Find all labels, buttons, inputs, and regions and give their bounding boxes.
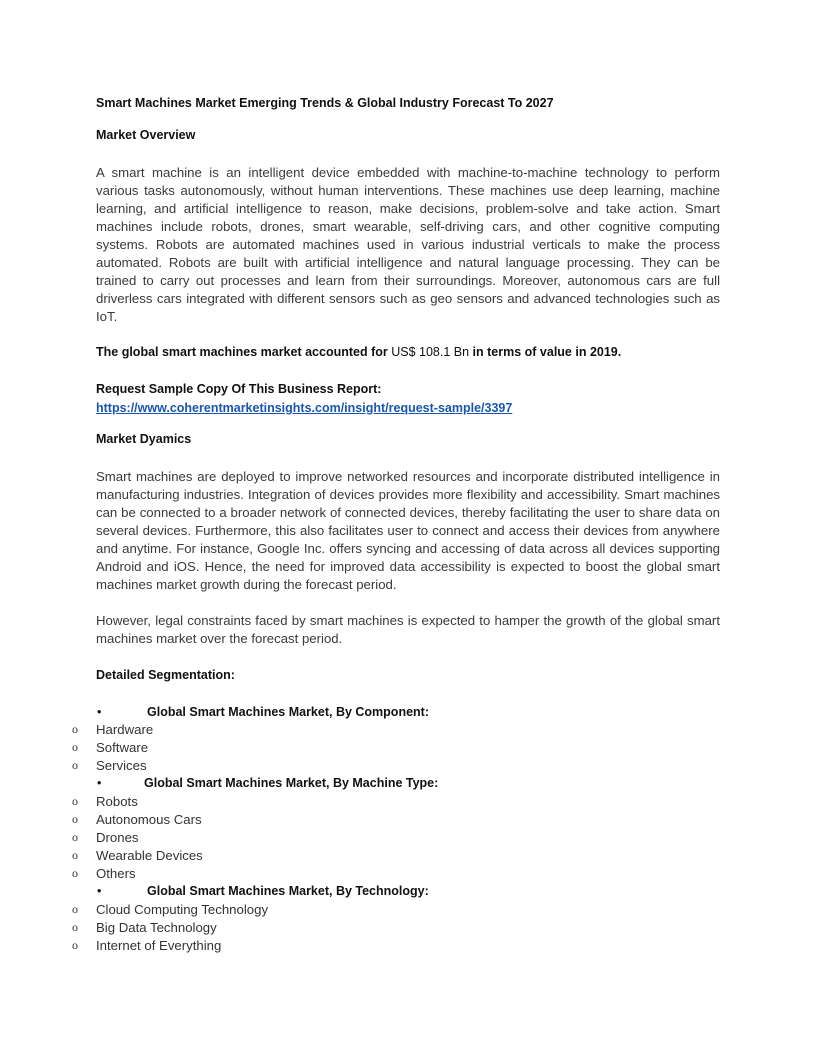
segment-title: Global Smart Machines Market, By Machine Type: [144,776,439,790]
circle-bullet-icon: o [72,848,78,862]
list-item-label: Robots [96,794,138,809]
bullet-icon: • [97,705,102,719]
circle-bullet-icon: o [72,938,78,952]
market-overview-heading: Market Overview [96,128,196,142]
bullet-icon: • [97,776,102,790]
list-item-label: Autonomous Cars [96,812,202,827]
circle-bullet-icon: o [72,722,78,736]
circle-bullet-icon: o [72,740,78,754]
stat-value: US$ 108.1 Bn [391,345,470,359]
list-item-label: Internet of Everything [96,938,222,953]
list-item-label: Drones [96,830,139,845]
segment-title: Global Smart Machines Market, By Component: [147,705,429,719]
list-item-label: Hardware [96,722,154,737]
stat-suffix: in terms of value in 2019. [469,345,622,359]
segmentation-heading: Detailed Segmentation: [96,668,235,682]
circle-bullet-icon: o [72,902,78,916]
market-dynamics-heading: Market Dyamics [96,432,192,446]
market-dynamics-paragraph-2: However, legal constraints faced by smart machines is expected to hamper the growth of the global smart machines market over the forecast period. [96,613,720,646]
request-sample-label: Request Sample Copy Of This Business Report: [96,382,382,396]
market-value-statement [96,345,621,359]
circle-bullet-icon: o [72,830,78,844]
market-dynamics-paragraph-1: Smart machines are deployed to improve networked resources and incorporate distributed intelligence in manufacturing industries. Integration of devices provides more flexibility and accessibility. Smart machines can be connected to a broader network of connected devices, thereby facilitating the user to share data on several devices. Furthermore, this also facilitates user to connect and access their devices from anywhere and anytime. For instance, Google Inc. offers syncing and accessing of data across all devices supporting Android and iOS. Hence, the need for improved data accessibility is expected to boost the global smart machines market growth during the forecast period. [96,469,720,592]
stat-prefix: The global smart machines market accounted for [96,345,392,359]
list-item-label: Others [96,866,136,881]
list-item-label: Wearable Devices [96,848,203,863]
circle-bullet-icon: o [72,866,78,880]
segment-title: Global Smart Machines Market, By Technology: [147,884,429,898]
bullet-icon: • [97,884,102,898]
circle-bullet-icon: o [72,758,78,772]
circle-bullet-icon: o [72,920,78,934]
list-item-label: Software [96,740,149,755]
request-sample-link[interactable]: https://www.coherentmarketinsights.com/insight/request-sample/3397 [96,401,513,415]
circle-bullet-icon: o [72,794,78,808]
circle-bullet-icon: o [72,812,78,826]
list-item-label: Services [96,758,147,773]
list-item-label: Cloud Computing Technology [96,902,269,917]
document-title: Smart Machines Market Emerging Trends & Global Industry Forecast To 2027 [96,96,554,110]
market-overview-paragraph: A smart machine is an intelligent device embedded with machine-to-machine technology to perform various tasks autonomously, without human interventions. These machines use deep learning, machine learning, and artificial intelligence to reason, make decisions, problem-solve and take action. Smart machines include robots, drones, smart wearable, self-driving cars, and other cognitive computing systems. Robots are automated machines used in various industrial verticals to make the process automated. Robots are built with artificial intelligence and natural language processing. They can be trained to carry out processes and learn from their surroundings. Moreover, autonomous cars are full driverless cars integrated with different sensors such as geo sensors and advanced technologies such as IoT. [96,165,720,324]
list-item-label: Big Data Technology [96,920,217,935]
